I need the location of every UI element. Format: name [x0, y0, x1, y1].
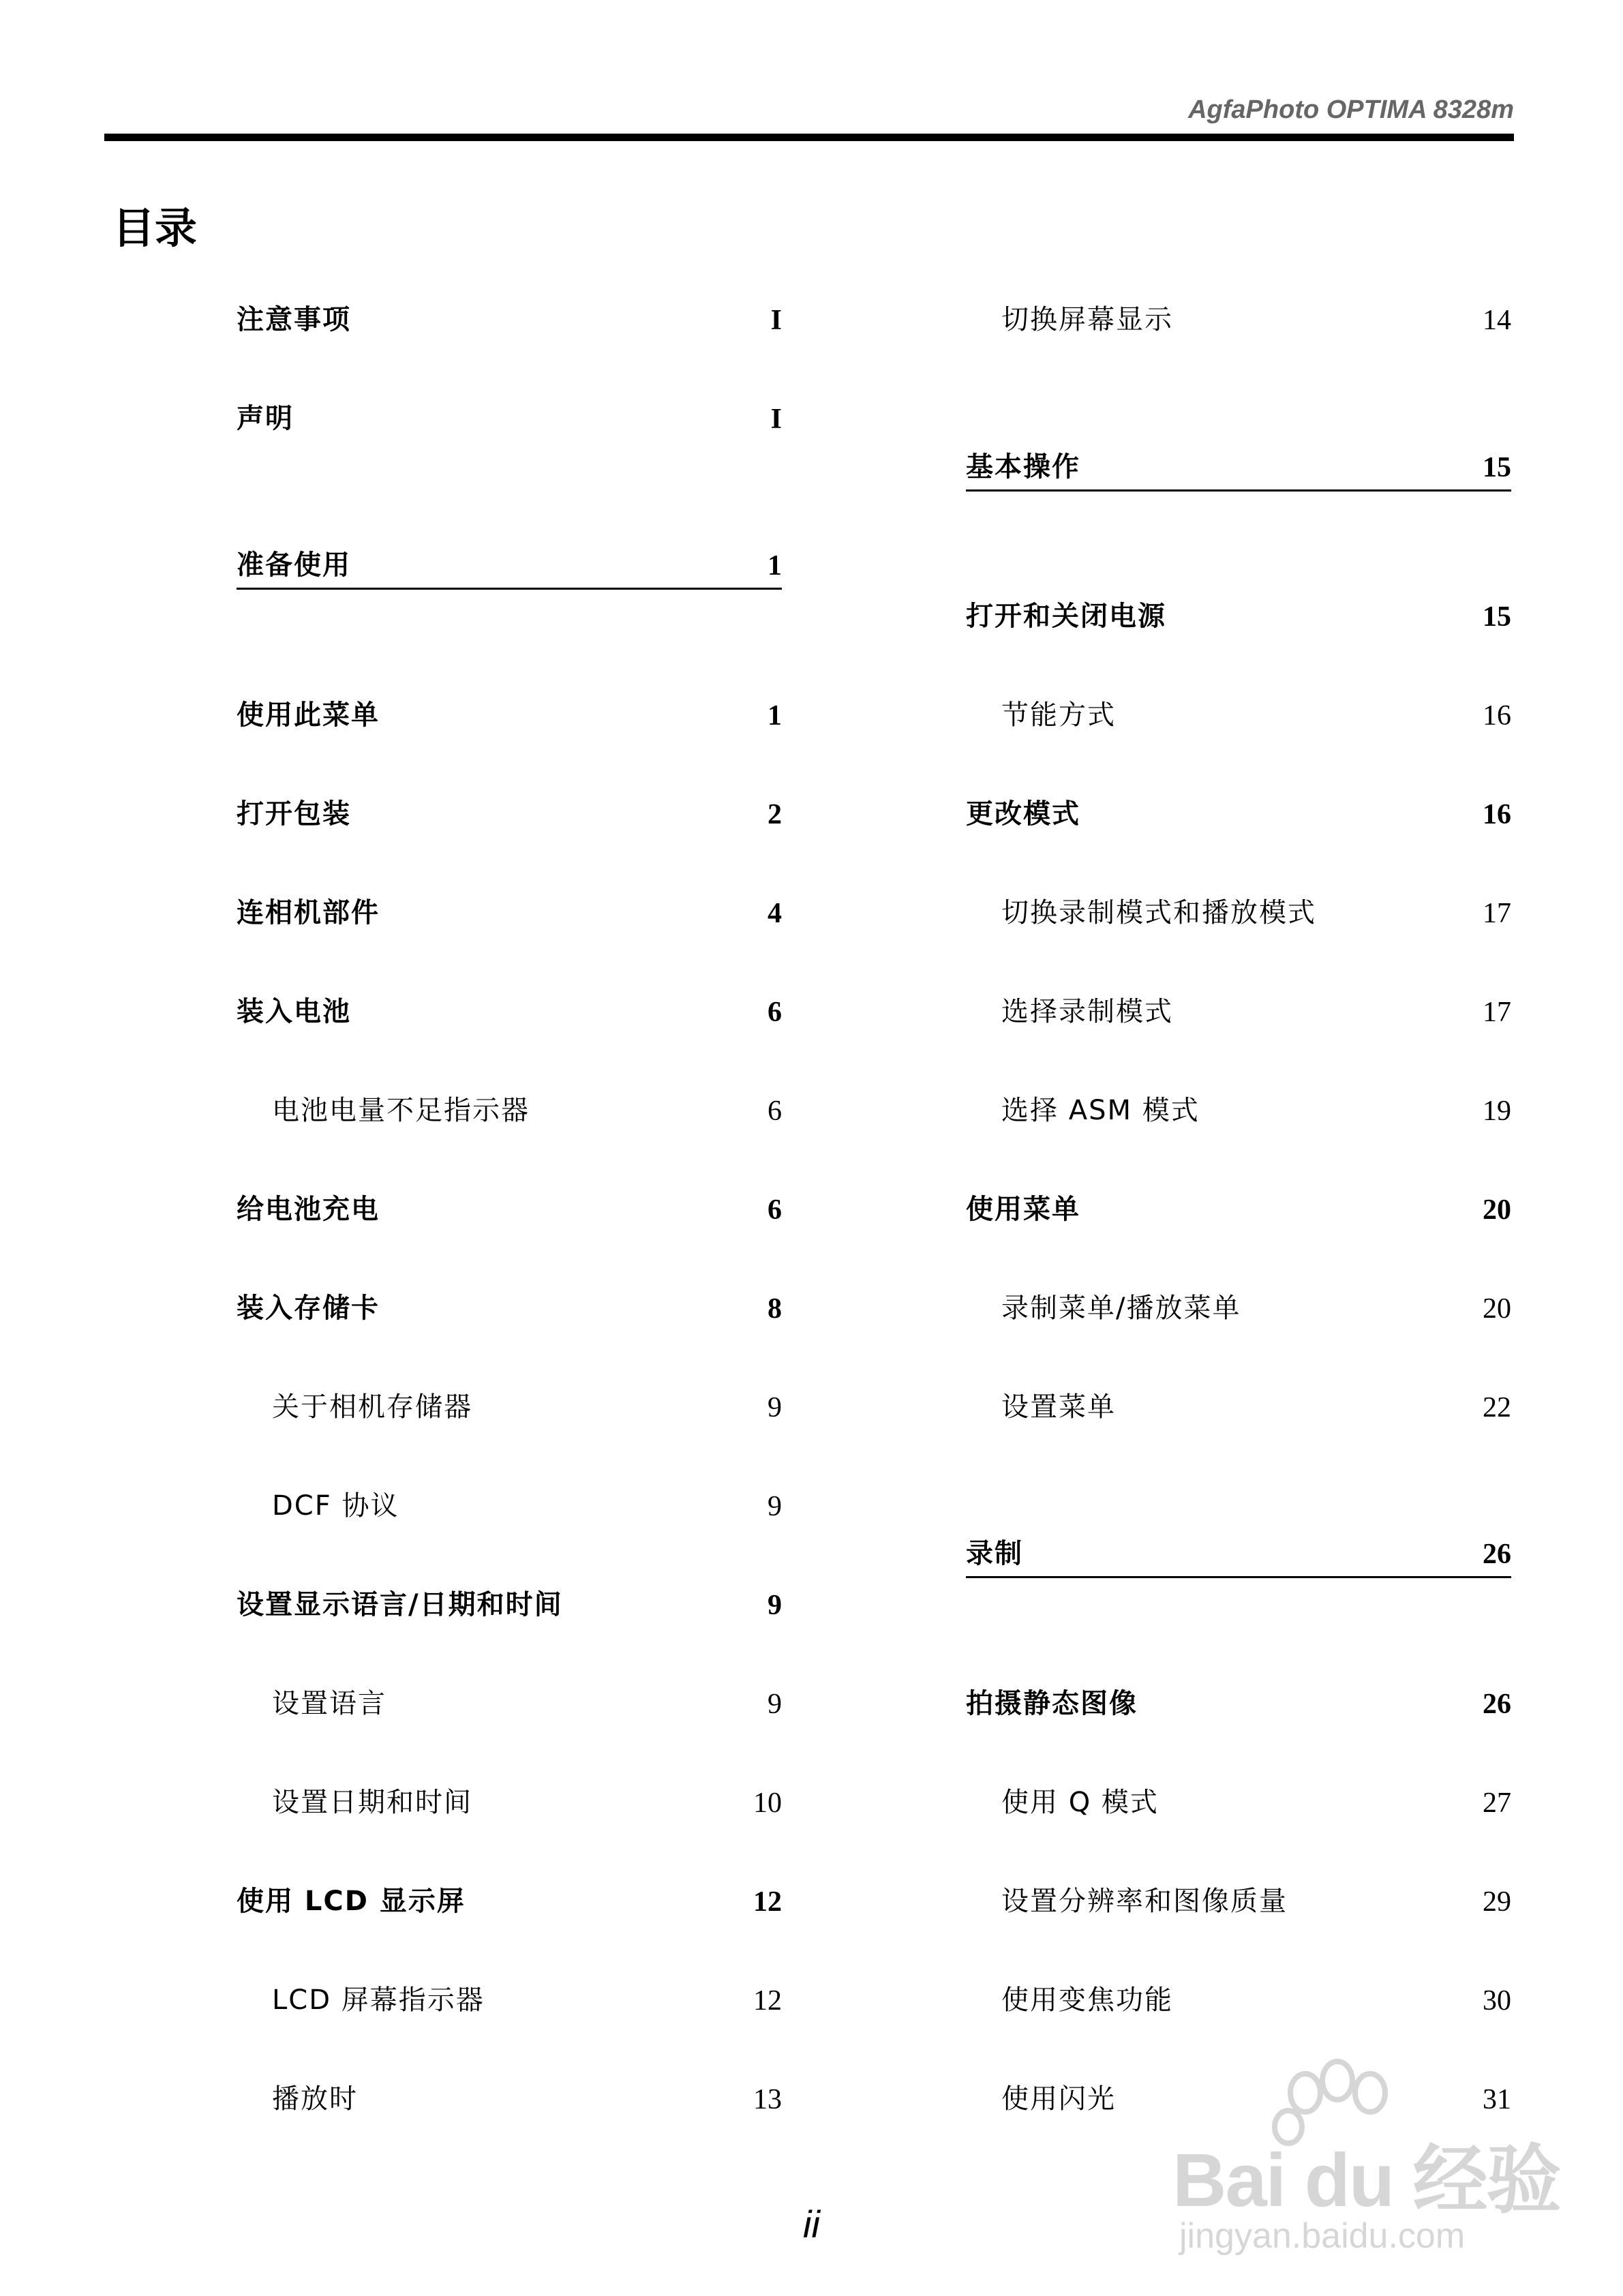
toc-entry-page: 26	[1483, 1539, 1511, 1570]
toc-entry[interactable]	[237, 985, 782, 1040]
toc-entry-label: 节能方式	[1001, 699, 1116, 731]
toc-entry-label: 播放时	[272, 2083, 358, 2115]
toc-entry-label: 切换录制模式和播放模式	[1001, 897, 1316, 928]
toc-entry[interactable]	[237, 1282, 782, 1336]
toc-entry-label: 装入电池	[237, 996, 351, 1027]
toc-entry-page: 31	[1483, 2084, 1511, 2115]
toc-entry-label: 使用菜单	[966, 1194, 1080, 1225]
toc-entry-page: 6	[768, 1194, 782, 1226]
toc-entry-page: 16	[1483, 700, 1511, 731]
toc-entry-page: 1	[768, 550, 782, 581]
toc-entry-label: 选择 ASM 模式	[1001, 1095, 1200, 1126]
toc-entry-label: 拍摄静态图像	[966, 1688, 1138, 1719]
toc-entry-page: 9	[768, 1392, 782, 1423]
toc-entry-label: 装入存储卡	[237, 1293, 380, 1324]
toc-subentry[interactable]	[966, 293, 1511, 348]
toc-subentry[interactable]	[237, 1677, 782, 1732]
toc-subentry[interactable]	[966, 1776, 1511, 1830]
toc-entry[interactable]	[237, 1875, 782, 1929]
toc-entry-label: 打开和关闭电源	[966, 601, 1166, 632]
toc-entry-label: 使用变焦功能	[1001, 1984, 1173, 2016]
toc-entry-page: 15	[1483, 452, 1511, 483]
toc-entry-page: I	[770, 305, 782, 336]
toc-entry-label: LCD 屏幕指示器	[272, 1984, 485, 2016]
toc-chapter-heading[interactable]	[966, 1522, 1511, 1578]
toc-entry-label: 设置显示语言/日期和时间	[237, 1589, 563, 1620]
toc-subentry[interactable]	[966, 1084, 1511, 1138]
toc-entry-label: 电池电量不足指示器	[272, 1095, 530, 1126]
toc-entry-page: 30	[1483, 1985, 1511, 2016]
toc-entry-page: 6	[768, 997, 782, 1028]
toc-entry[interactable]	[966, 1677, 1511, 1732]
toc-entry-label: 设置语言	[272, 1688, 386, 1719]
toc-entry-page: 2	[768, 799, 782, 830]
toc-subentry[interactable]	[237, 2072, 782, 2127]
toc-entry-label: 设置菜单	[1001, 1391, 1116, 1423]
toc-entry[interactable]	[237, 293, 782, 348]
toc-subentry[interactable]	[237, 1380, 782, 1435]
toc-chapter-heading[interactable]	[966, 435, 1511, 492]
toc-entry[interactable]	[966, 590, 1511, 644]
toc-entry-label: 录制菜单/播放菜单	[1001, 1293, 1241, 1324]
toc-subentry[interactable]	[237, 1479, 782, 1534]
toc-entry[interactable]	[237, 1183, 782, 1237]
toc-subentry[interactable]	[966, 1875, 1511, 1929]
toc-subentry[interactable]	[966, 1380, 1511, 1435]
toc-entry-page: 13	[753, 2084, 782, 2115]
toc-entry[interactable]	[237, 689, 782, 743]
toc-entry-page: 19	[1483, 1096, 1511, 1127]
toc-entry-label: 连相机部件	[237, 897, 380, 928]
toc-entry[interactable]	[237, 787, 782, 842]
toc-entry-label: 给电池充电	[237, 1194, 380, 1225]
toc-entry-page: 16	[1483, 799, 1511, 830]
toc-entry[interactable]	[237, 1578, 782, 1633]
toc-entry-label: 设置日期和时间	[272, 1787, 472, 1818]
toc-entry-page: 8	[768, 1293, 782, 1325]
toc-subentry[interactable]	[966, 886, 1511, 941]
toc-entry-page: 9	[768, 1689, 782, 1720]
toc-entry-page: 27	[1483, 1787, 1511, 1819]
toc-entry-label: 录制	[966, 1538, 1023, 1569]
toc-subentry[interactable]	[966, 1282, 1511, 1336]
toc-right-column	[966, 0, 1511, 2296]
toc-entry-page: 15	[1483, 601, 1511, 633]
toc-entry-page: I	[770, 404, 782, 435]
page-title: 目录	[112, 203, 198, 253]
toc-entry-label: 切换屏幕显示	[1001, 304, 1173, 335]
toc-entry-label: 使用闪光	[1001, 2083, 1116, 2115]
toc-entry-label: 使用 LCD 显示屏	[237, 1886, 466, 1917]
toc-entry-page: 22	[1483, 1392, 1511, 1423]
toc-entry-page: 17	[1483, 898, 1511, 929]
footer-page-number: ii	[803, 2203, 820, 2246]
toc-entry-page: 9	[768, 1590, 782, 1621]
toc-entry-label: DCF 协议	[272, 1490, 399, 1522]
toc-entry-label: 基本操作	[966, 451, 1080, 483]
toc-entry-label: 使用 Q 模式	[1001, 1787, 1159, 1818]
toc-entry[interactable]	[966, 1183, 1511, 1237]
toc-entry-page: 10	[753, 1787, 782, 1819]
toc-entry[interactable]	[966, 787, 1511, 842]
toc-chapter-heading[interactable]	[237, 533, 782, 590]
toc-entry-page: 6	[768, 1096, 782, 1127]
toc-subentry[interactable]	[966, 985, 1511, 1040]
toc-entry-label: 声明	[237, 403, 294, 434]
watermark-url: jingyan.baidu.com	[1179, 2216, 1466, 2256]
toc-subentry[interactable]	[237, 1974, 782, 2028]
toc-subentry[interactable]	[237, 1084, 782, 1138]
toc-entry-page: 12	[753, 1886, 782, 1918]
watermark-brand: Bai du 经验	[1172, 2139, 1560, 2222]
toc-entry-label: 更改模式	[966, 798, 1080, 830]
toc-entry-page: 20	[1483, 1293, 1511, 1325]
toc-entry-page: 14	[1483, 305, 1511, 336]
toc-subentry[interactable]	[237, 1776, 782, 1830]
toc-entry-page: 26	[1483, 1689, 1511, 1720]
toc-entry-label: 设置分辨率和图像质量	[1001, 1886, 1288, 1917]
toc-entry-label: 关于相机存储器	[272, 1391, 472, 1423]
toc-entry-page: 12	[753, 1985, 782, 2016]
toc-entry[interactable]	[237, 886, 782, 941]
baidu-watermark	[1159, 2052, 1568, 2270]
toc-entry-label: 选择录制模式	[1001, 996, 1173, 1027]
toc-entry-page: 9	[768, 1491, 782, 1522]
header-product-name: AgfaPhoto OPTIMA 8328m	[1188, 95, 1514, 124]
toc-entry-page: 29	[1483, 1886, 1511, 1918]
toc-entry-page: 17	[1483, 997, 1511, 1028]
toc-entry[interactable]	[237, 392, 782, 447]
toc-entry-label: 打开包装	[237, 798, 351, 830]
toc-left-column	[237, 0, 782, 2296]
toc-subentry[interactable]	[966, 689, 1511, 743]
toc-entry-page: 4	[768, 898, 782, 929]
toc-subentry[interactable]	[966, 1974, 1511, 2028]
toc-entry-page: 1	[768, 700, 782, 731]
toc-entry-label: 注意事项	[237, 304, 351, 335]
toc-entry-label: 使用此菜单	[237, 699, 380, 731]
toc-entry-page: 20	[1483, 1194, 1511, 1226]
toc-entry-label: 准备使用	[237, 549, 351, 581]
